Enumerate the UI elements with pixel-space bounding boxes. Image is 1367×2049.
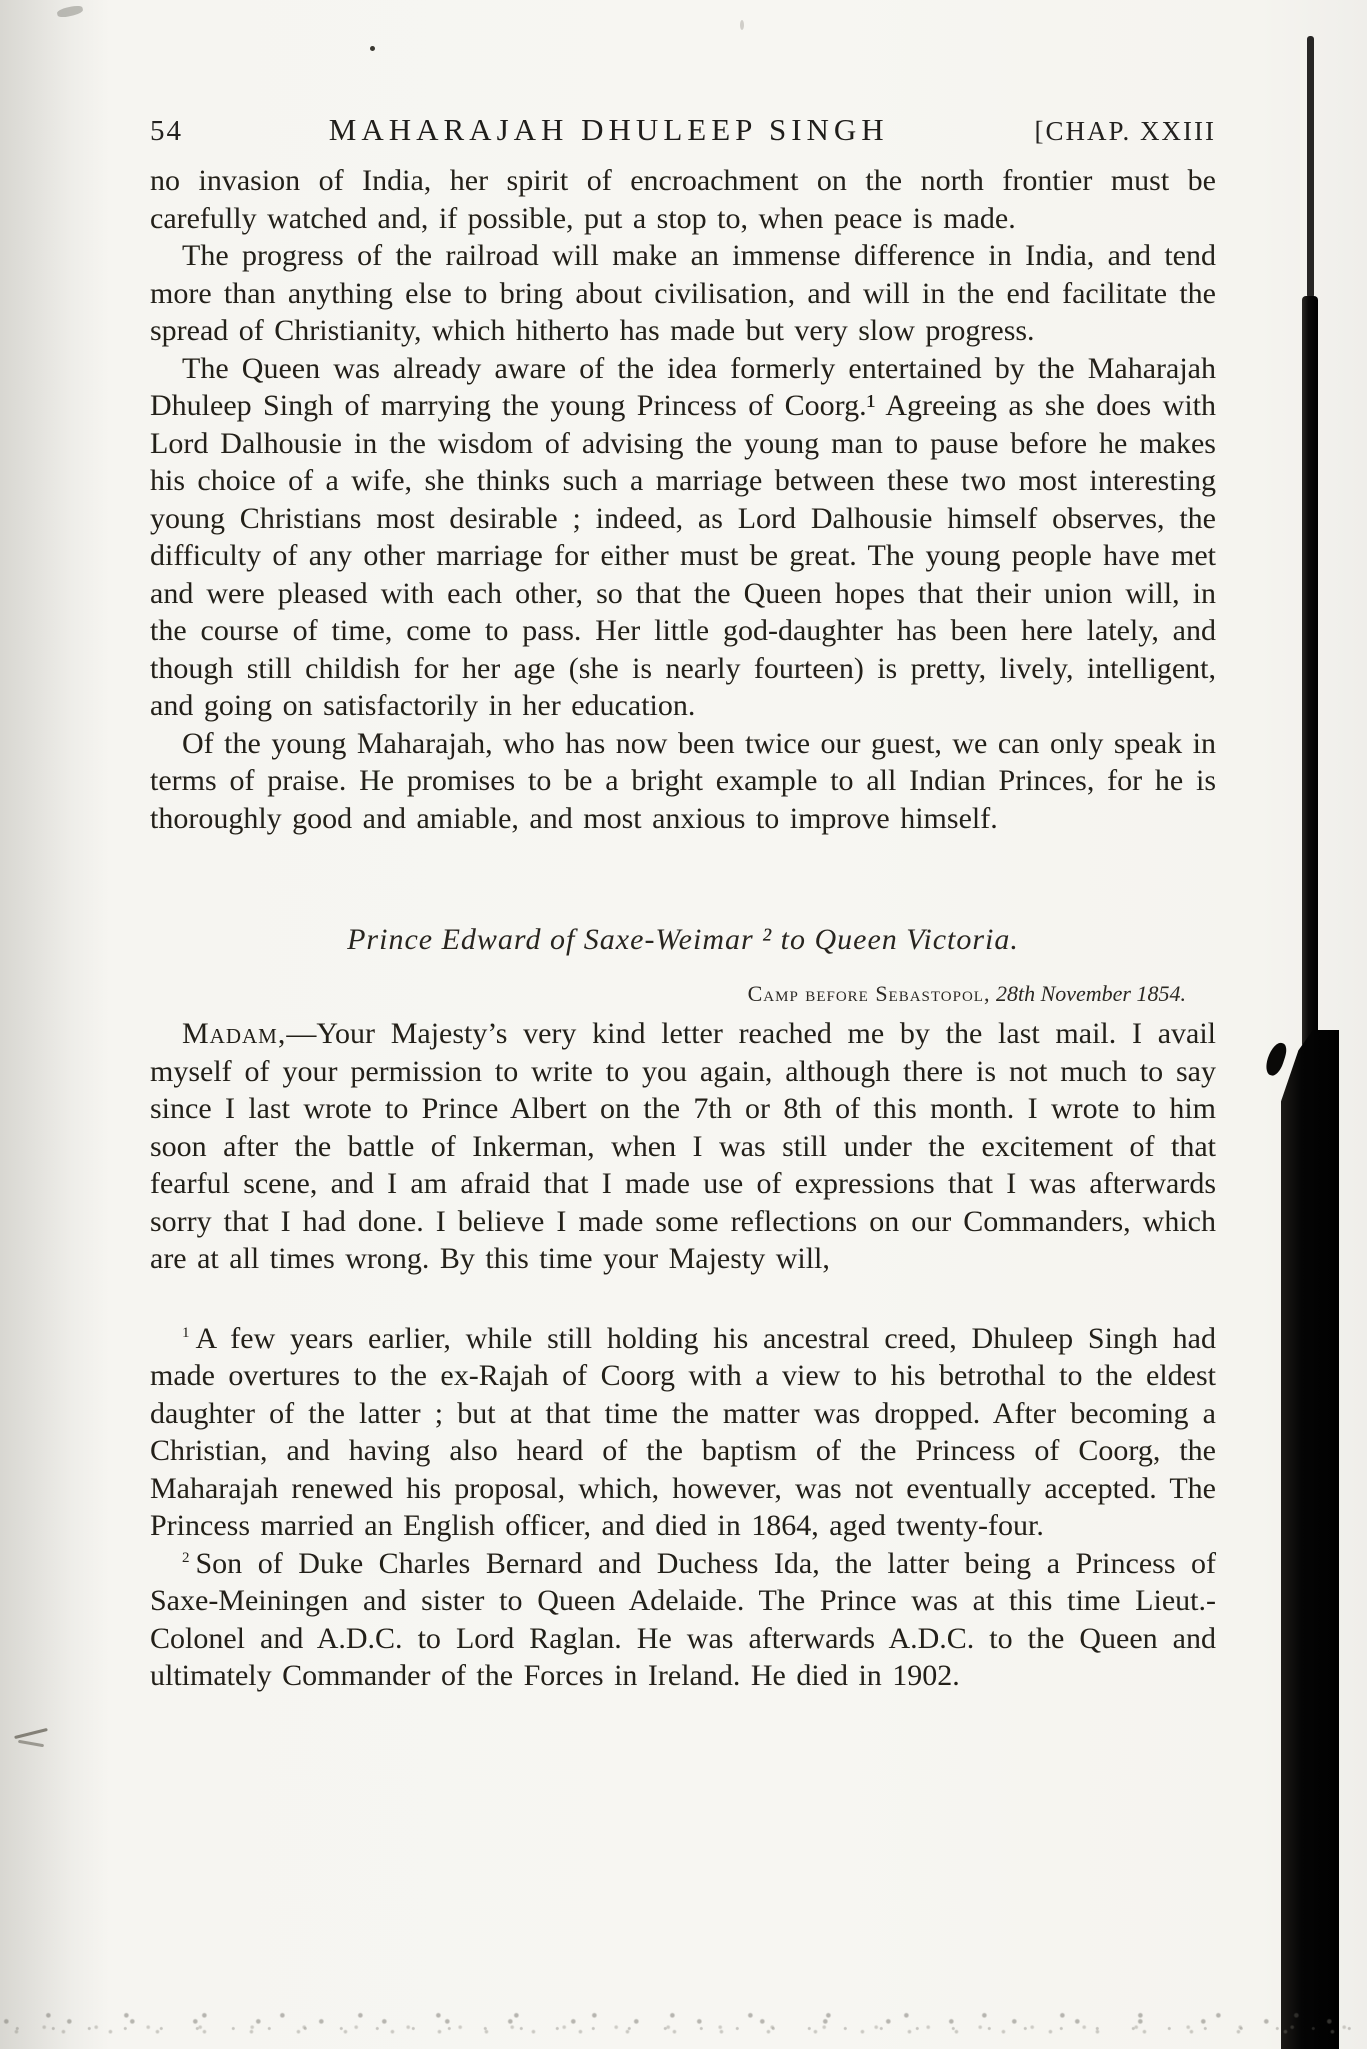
scan-ink-blob [1263,1040,1289,1077]
footnote-text: Son of Duke Charles Bernard and Duchess Ida, the latter being a Princess of Saxe-Meiningen and sister to Queen Adelaide. The Prince was at this time Lieut.-Colonel and A.D.C. to Lord Raglan. He was afterwards A.D.C. to the Queen and ultimately Commander of the Forces in Ireland. He died in 1902. [150,1546,1216,1692]
page-body [150,162,1216,1695]
scan-gutter-shadow [1281,1030,1339,2049]
page-content [150,112,1216,1695]
paragraph: The Queen was already aware of the idea formerly entertained by the Maharajah Dhuleep Singh of marrying the young Princess of Coorg.¹ Agreeing as she does with Lord Dalhousie in the wisdom of advising the young man to pause before he makes his choice of a wife, she thinks such a marriage between these two most interesting young Christians most desirable ; indeed, as Lord Dalhousie himself observes, the difficulty of any other marriage for either must be great. The young people have met and were pleased with each other, so that the Queen hopes that their union will, in the course of time, come to pass. Her little god-daughter has been here lately, and though still childish for her age (she is nearly fourteen) is pretty, lively, intelligent, and going on satisfactorily in her education. [150,351,1216,722]
running-title: MAHARAJAH DHULEEP SINGH [328,112,889,147]
letter-text: —Your Majesty’s very kind letter reached me by the last mail. I avail myself of your permission to write to you again, although there is not much to say since I last wrote to Prince Albert on the 7th or 8th of this month. I wrote to him soon after the battle of Inkerman, when I was still under the excitement of that fearful scene, and I am afraid that I made use of expressions that I was afterwards sorry that I had done. I believe I made some reflections on our Commanders, which are at all times wrong. By this time your Majesty will, [150,1017,1216,1275]
scan-speck [56,4,83,18]
letter-heading: Prince Edward of Saxe-Weimar ² to Queen Victoria. [347,923,1019,956]
scan-speck [370,46,375,51]
footnote-number: 2 [182,1549,190,1566]
footnote-number: 1 [182,1324,190,1341]
paragraph: The progress of the railroad will make an immense difference in India, and tend more than anything else to bring about civilisation, and will in the end facilitate the spread of Christianity, which hitherto has made but very slow progress. [150,239,1216,347]
pencil-margin-mark [14,1728,48,1739]
dateline-date: 28th November 1854. [990,981,1186,1006]
running-header [150,112,1216,148]
letter-dateline [150,981,1216,1007]
scan-left-shading [0,0,110,2049]
scan-noise-strip [0,2003,1367,2049]
dateline-place: Camp before Sebastopol, [747,981,991,1006]
letter-salutation: Madam, [182,1017,287,1050]
paragraph: no invasion of India, her spirit of encroachment on the north frontier must be carefully watched and, if possible, put a stop to, when peace is made. [150,164,1216,235]
paragraph: Of the young Maharajah, who has now been twice our guest, we can only speak in terms of praise. He promises to be a bright example to all Indian Princes, for he is thoroughly good and amiable, and most anxious to improve himself. [150,726,1216,835]
scan-speck [740,20,744,30]
scan-gutter-line [1307,36,1314,298]
footnotes-section [150,1320,1216,1695]
pencil-margin-mark [18,1740,44,1747]
chapter-label: [CHAP. XXIII [1034,116,1216,146]
footnote-text: A few years earlier, while still holding his ancestral creed, Dhuleep Singh had made overtures to the ex-Rajah of Coorg with a view to his betrothal to the eldest daughter of the latter ; but at that time the matter was dropped. After becoming a Christian, and having also heard of the baptism of the Princess of Coorg, the Maharajah renewed his proposal, which, however, was not eventually accepted. The Princess married an English officer, and died in 1864, aged twenty-four. [150,1321,1216,1542]
footnote [150,1320,1216,1545]
scan-gutter-band [1302,296,1318,1048]
letter-body [150,1015,1216,1278]
footnote [150,1545,1216,1695]
page-number: 54 [150,115,183,147]
